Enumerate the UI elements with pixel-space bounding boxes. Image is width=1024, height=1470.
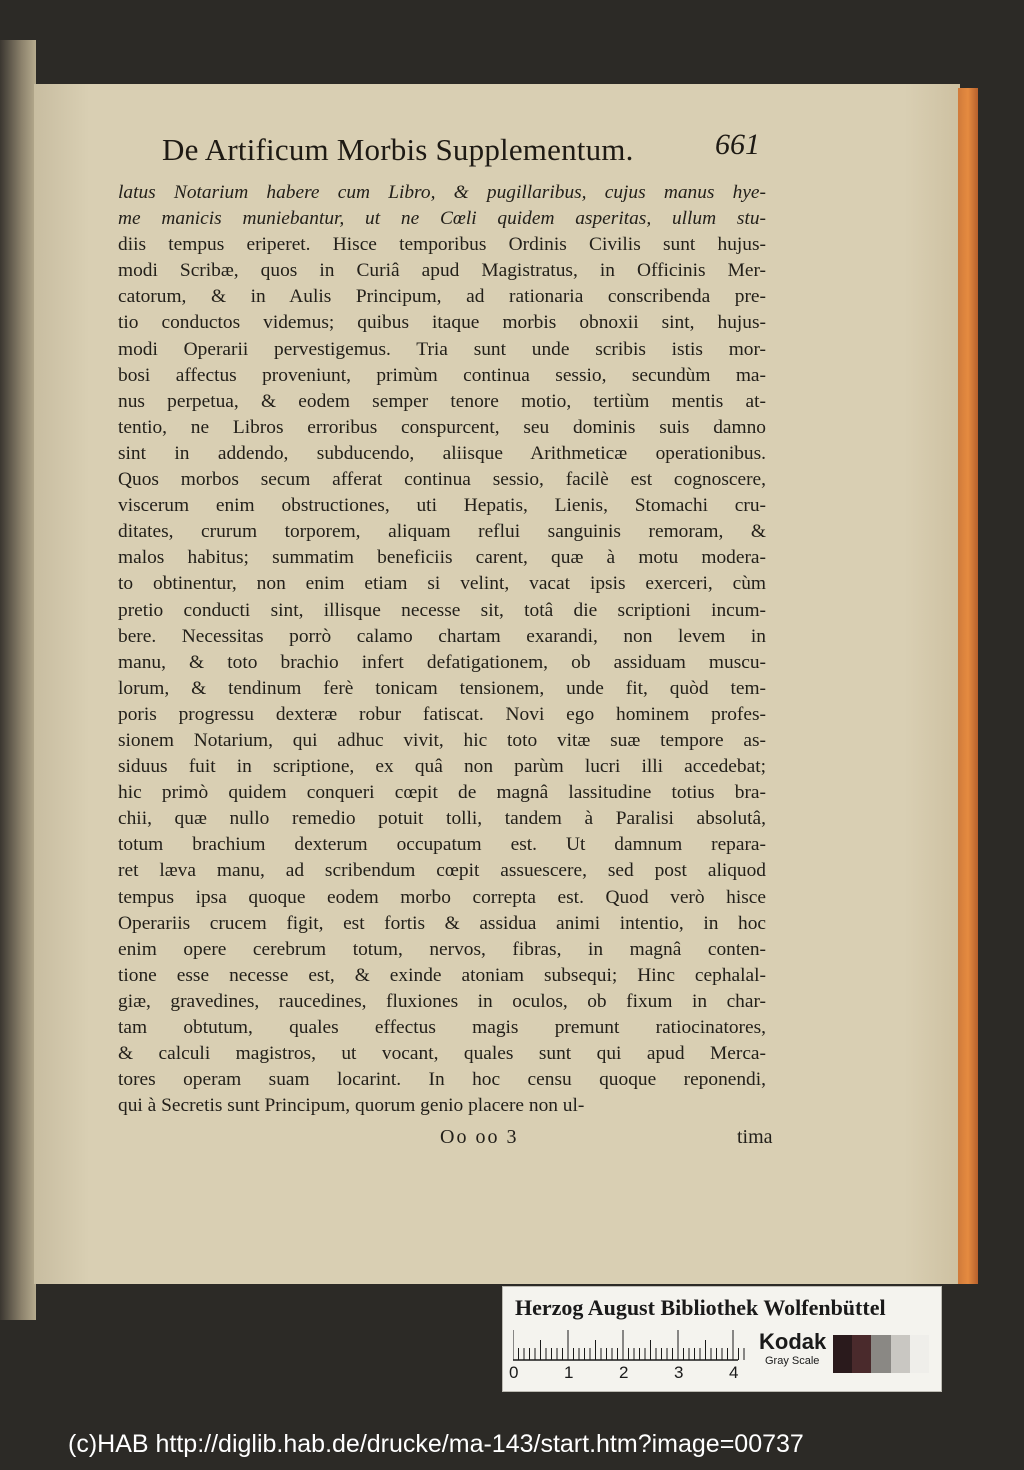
running-header xyxy=(162,128,772,174)
text-line: tentio, ne Libros erroribus conspurcent, seu dominis suis damno xyxy=(118,416,766,438)
running-title: De Artificum Morbis Supplementum. xyxy=(162,132,634,167)
text-line: Operariis crucem figit, est fortis & assidua animi intentio, in hoc xyxy=(118,912,766,934)
kodak-logo: Kodak xyxy=(759,1329,827,1354)
ruler-label: 2 xyxy=(619,1363,629,1382)
text-line: qui à Secretis sunt Principum, quorum genio placere non ul- xyxy=(118,1095,585,1117)
text-line: pretio conducti sint, illisque necesse sit, totâ die scriptioni incum- xyxy=(118,599,766,621)
ruler xyxy=(513,1329,753,1361)
color-calibration-card xyxy=(502,1286,942,1392)
text-line: tam obtutum, quales effectus magis premunt ratiocinatores, xyxy=(118,1017,766,1038)
swatch xyxy=(910,1335,929,1373)
text-line: enim opere cerebrum totum, nervos, fibras, in magnâ conten- xyxy=(118,938,766,960)
gray-scale-swatches xyxy=(833,1335,929,1373)
text-line: Quos morbos secum afferat continua sessio, facilè est cognoscere, xyxy=(118,469,766,491)
signature-mark: Oo oo 3 xyxy=(440,1126,519,1148)
text-line: tione esse necesse est, & exinde atoniam subsequi; Hinc cephalal- xyxy=(118,964,766,986)
text-line: siduus fuit in scriptione, ex quâ non parùm lucri illi accedebat; xyxy=(118,756,766,778)
adjacent-page-edge xyxy=(0,40,36,1320)
text-line: malos habitus; summatim beneficiis carent, quæ à motu modera- xyxy=(118,547,766,569)
text-line: ret læva manu, ad scribendum cœpit assuescere, sed post aliquod xyxy=(118,860,766,882)
text-line: giæ, gravedines, raucedines, fluxiones in oculos, ob fixum in char- xyxy=(118,990,766,1012)
text-line: lorum, & tendinum ferè tonicam tensionem, unde fit, quòd tem- xyxy=(118,677,766,699)
ruler-label: 0 xyxy=(509,1363,519,1382)
text-line: poris progressu dexteræ robur fatiscat. Novi ego hominem profes- xyxy=(118,703,766,725)
text-line: chii, quæ nullo remedio potuit tolli, tandem à Paralisi absolutâ, xyxy=(118,808,766,830)
text-line: & calculi magistros, ut vocant, quales sunt qui apud Merca- xyxy=(118,1043,766,1065)
text-line: hic primò quidem conqueri cœpit de magnâ lassitudine totius bra- xyxy=(118,782,766,804)
text-line: tores operam suam locarint. In hoc censu quoque reponendi, xyxy=(118,1069,766,1091)
ruler-label: 1 xyxy=(564,1363,574,1382)
text-line: manu, & toto brachio infert defatigationem, ob assiduam muscu- xyxy=(118,651,766,673)
text-line: sint in addendo, subducendo, aliisque Arithmeticæ operationibus. xyxy=(118,442,766,464)
text-line: nus perpetua, & eodem semper tenore motio, tertiùm mentis at- xyxy=(118,390,766,412)
ruler-label: 4 xyxy=(729,1363,739,1382)
swatch xyxy=(852,1335,871,1373)
text-line: me manicis muniebantur, ut ne Cœli quidem asperitas, ullum stu- xyxy=(118,208,766,230)
text-line: diis tempus eriperet. Hisce temporibus Ordinis Civilis sunt hujus- xyxy=(118,234,766,256)
copyright-caption: (c)HAB http://diglib.hab.de/drucke/ma-143/start.htm?image=00737 xyxy=(68,1430,804,1458)
text-line: modi Scribæ, quos in Curiâ apud Magistratus, in Officinis Mer- xyxy=(118,260,766,282)
page-number: 661 xyxy=(715,128,760,161)
text-line: tio conductos videmus; quibus itaque morbis obnoxii sint, hujus- xyxy=(118,312,766,334)
text-line: bere. Necessitas porrò calamo chartam exarandi, non levem in xyxy=(118,625,766,647)
text-line: latus Notarium habere cum Libro, & pugillaribus, cujus manus hye- xyxy=(118,182,766,203)
catchword: tima xyxy=(737,1126,773,1148)
library-name: Herzog August Bibliothek Wolfenbüttel xyxy=(515,1295,886,1320)
text-line: modi Operarii pervestigemus. Tria sunt unde scribis istis mor- xyxy=(118,338,766,360)
text-line: bosi affectus proveniunt, primùm continua sessio, secundùm ma- xyxy=(118,364,766,386)
ruler-labels xyxy=(509,1363,753,1385)
swatch xyxy=(833,1335,852,1373)
text-line: tempus ipsa quoque eodem morbo correpta est. Quod verò hisce xyxy=(118,886,766,908)
gray-scale-label: Gray Scale xyxy=(765,1355,820,1367)
page-edge-colored xyxy=(958,88,978,1284)
ruler-label: 3 xyxy=(674,1363,684,1382)
body-text xyxy=(118,180,766,1119)
text-line: totum brachium dexterum occupatum est. Ut damnum repara- xyxy=(118,834,766,856)
swatch xyxy=(871,1335,890,1373)
text-line: catorum, & in Aulis Principum, ad rationaria conscribenda pre- xyxy=(118,286,766,308)
text-line: to obtinentur, non enim etiam si velint, vacat ipsis exerceri, cùm xyxy=(118,573,766,595)
text-line: sionem Notarium, qui adhuc vivit, hic toto vitæ suæ tempore as- xyxy=(118,729,766,751)
swatch xyxy=(891,1335,910,1373)
text-line: viscerum enim obstructiones, uti Hepatis, Lienis, Stomachi cru- xyxy=(118,495,766,517)
text-line: ditates, crurum torporem, aliquam refluі sanguinis remoram, & xyxy=(118,521,766,543)
